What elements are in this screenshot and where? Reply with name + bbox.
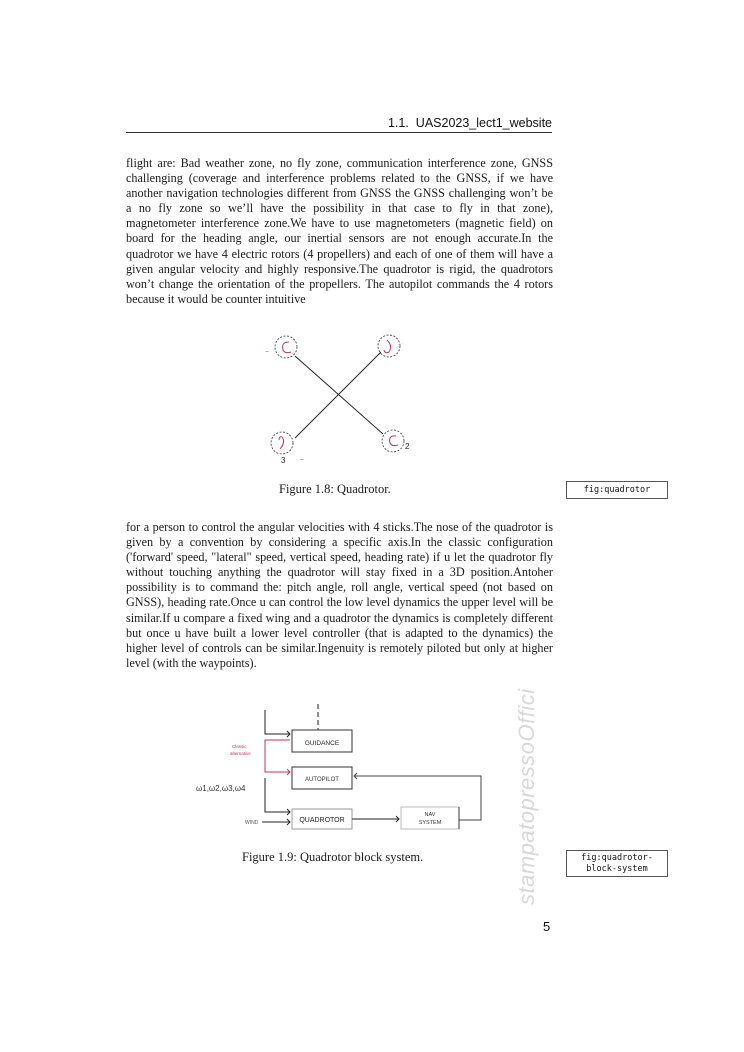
label-line-1: fig:quadrotor- [581,853,653,863]
svg-text:3: 3 [281,456,286,465]
block-system-figure [190,700,500,835]
watermark: stampatopressoOffici [514,688,539,905]
quadrotor-figure [255,328,425,473]
svg-text:Classic: Classic [232,744,247,749]
figure-label-quadrotor: fig:quadrotor [566,481,668,499]
svg-text:GUIDANCE: GUIDANCE [304,740,340,747]
svg-text:2: 2 [405,442,410,451]
svg-text:SYSTEM: SYSTEM [418,820,442,826]
svg-text:..: .. [401,340,404,345]
svg-text:~: ~ [300,457,305,463]
figure-label-block-system [566,850,668,877]
header-title: 1.1. UAS2023_lect1_website [387,116,552,130]
svg-text:NAV: NAV [424,812,436,818]
body-paragraph-2: for a person to control the angular velocities with 4 sticks.The nose of the quadrotor is given by a convention by considering a specific axis.In the classic configuration ('forward' speed, "lateral" speed, vertical speed, heading rate) if u let the quadrotor fly without touching anything the quadrotor will stay fixed in a 3D position.Antoher possibility is to command the: pitch angle, roll angle, vertical speed (not based on GNSS), heading rate.Once u can control the low level dynamics the upper level will be similar.If u compare a fixed wing and a quadrotor the dynamics is completely different but once u have built a lower level controller (that is adapted to the dynamics) the higher level of controls can be similar.Ingenuity is remotely piloted but only at higher level (with the waypoints). [126,520,553,670]
label-line-2: block-system [586,864,648,874]
svg-text:WIND: WIND [245,820,259,826]
svg-text:AUTOPILOT: AUTOPILOT [305,777,339,783]
running-header [126,116,552,133]
figure-1-8-caption: Figure 1.8: Quadrotor. [279,482,391,496]
quadrotor-diagram [255,328,425,473]
body-paragraph-1: flight are: Bad weather zone, no fly zone, communication interference zone, GNSS challenging (coverage and interference problems related to the GNSS, if we have another navigation technologies different from GNSS the GNSS challenging won’t be a no fly zone so we’ll have the possibility in that case to fly in that zone), magnetometer interference zone.We have to use magnetometers (magnetic field) on board for the heading angle, our inertial sensors are not enough accurate.In the quadrotor we have 4 electric rotors (4 propellers) and each of one of them will have a given angular velocity and highly responsive.The quadrotor is rigid, the quadrotors won’t change the orientation of the propellers. The autopilot commands the 4 rotors because it would be counter intuitive [126,156,553,306]
svg-text:~: ~ [265,349,270,355]
block-diagram [190,700,500,835]
figure-1-9-caption: Figure 1.9: Quadrotor block system. [242,850,424,864]
page-number: 5 [543,919,551,934]
svg-text:alternative: alternative [230,751,251,756]
svg-text:ω1,ω2,ω3,ω4: ω1,ω2,ω3,ω4 [196,784,246,793]
svg-text:QUADROTOR: QUADROTOR [299,817,345,824]
